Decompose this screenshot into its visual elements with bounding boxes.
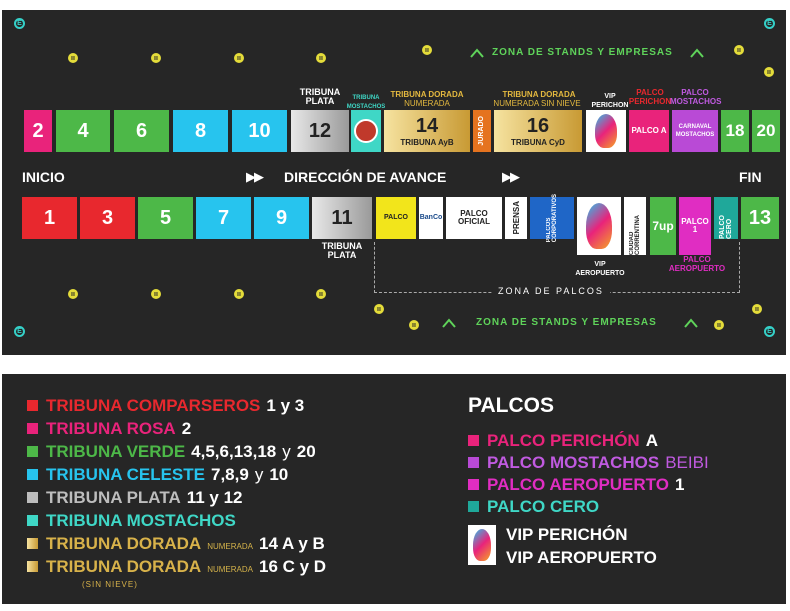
legend-rosa-val: 2: [181, 419, 192, 438]
legend-verde: TRIBUNA VERDE: [46, 442, 186, 461]
color-swatch-magenta: [468, 479, 479, 490]
section-20[interactable]: 20: [752, 110, 780, 152]
section-6[interactable]: 6: [114, 110, 169, 152]
food-icon: ıı: [734, 45, 744, 55]
section-12[interactable]: 12: [291, 110, 349, 152]
color-swatch-green: [27, 446, 38, 457]
legend-row-rosa: [27, 419, 191, 439]
food-icon: ıı: [374, 304, 384, 314]
legend-plata: TRIBUNA PLATA: [46, 488, 181, 507]
legend-perichon-val: A: [645, 431, 658, 450]
vip-perichon-box[interactable]: [586, 110, 626, 152]
legend-row-aeropuerto: [468, 475, 684, 495]
palco-cero[interactable]: [714, 197, 738, 239]
inicio-label: INICIO: [22, 169, 65, 185]
seven-up-box[interactable]: 7up: [650, 197, 676, 255]
palcos-title: PALCOS: [468, 394, 554, 417]
legend-row-cero: [468, 497, 599, 517]
food-icon: ıı: [68, 53, 78, 63]
entrance-icon: E: [764, 326, 775, 337]
legend-row-verde: [27, 442, 316, 462]
section-16-number: 16: [526, 115, 550, 137]
legend-verde-val: 4,5,6,13,18: [191, 442, 277, 461]
label-tribuna-plata-top: TRIBUNA PLATA: [299, 87, 341, 106]
stadium-map: [2, 10, 786, 355]
color-swatch-pink: [27, 423, 38, 434]
legend-dorada-2: TRIBUNA DORADA: [46, 557, 202, 576]
palco-1[interactable]: PALCO 1: [679, 197, 711, 255]
legend-aeropuerto-val: 1: [674, 475, 685, 494]
food-icon: ıı: [752, 304, 762, 314]
food-icon: ıı: [234, 289, 244, 299]
legend-celeste-y: y: [254, 465, 264, 484]
legend-row-dorada-14: [27, 534, 325, 554]
legend-row-mostachos-palco: [468, 453, 709, 473]
label-palco-aeropuerto: PALCO AEROPUERTO: [668, 255, 726, 273]
legend-dorada-2-note: (SIN NIEVE): [82, 580, 138, 589]
section-16[interactable]: [494, 110, 582, 152]
legend-perichon: PALCO PERICHÓN: [487, 431, 640, 450]
label-dorada-14: TRIBUNA DORADA: [390, 90, 464, 99]
color-swatch-cyan: [27, 469, 38, 480]
section-14[interactable]: [384, 110, 470, 152]
legend-dorada-1-val: 14 A y B: [258, 534, 325, 553]
color-swatch-gold: [27, 538, 38, 549]
legend-row-perichon: [468, 431, 658, 451]
color-swatch-red: [27, 400, 38, 411]
vip-feather-icon: [468, 525, 496, 565]
section-14-sub: TRIBUNA AyB: [400, 138, 454, 147]
food-icon: ıı: [409, 320, 419, 330]
legend-mostachos-palco-val: BEIBI: [665, 453, 709, 472]
food-icon: ıı: [68, 289, 78, 299]
legend-mostachos: TRIBUNA MOSTACHOS: [46, 511, 236, 530]
zona-palcos-label: ZONA DE PALCOS: [492, 286, 610, 296]
label-tribuna-plata-bottom: TRIBUNA PLATA: [321, 241, 363, 260]
legend-celeste-val: 7,8,9: [211, 465, 249, 484]
legend-row-mostachos: [27, 511, 236, 531]
legend-celeste: TRIBUNA CELESTE: [46, 465, 205, 484]
correntina-label: CIUDAD CORRENTINA: [629, 215, 641, 255]
zone-stands-top: ZONA DE STANDS Y EMPRESAS: [492, 47, 673, 58]
food-icon: ıı: [764, 67, 774, 77]
label-dorada-16: TRIBUNA DORADA: [502, 90, 576, 99]
legend-aeropuerto: PALCO AEROPUERTO: [487, 475, 669, 494]
section-9[interactable]: 9: [254, 197, 309, 239]
legend-vip-2: VIP AEROPUERTO: [506, 548, 657, 567]
jurado-box: [473, 110, 491, 152]
section-16-sub: TRIBUNA CyD: [511, 138, 565, 147]
section-4[interactable]: 4: [56, 110, 110, 152]
food-icon: ıı: [151, 53, 161, 63]
palco-sponsor[interactable]: PALCO: [376, 197, 416, 239]
jurado-label: JURADO: [478, 116, 485, 146]
legend-dorada-1-small: NUMERADA: [207, 542, 253, 551]
entrance-icon: E: [764, 18, 775, 29]
legend-verde-y: y: [282, 442, 291, 461]
legend-mostachos-palco: PALCO MOSTACHOS: [487, 453, 660, 472]
direction-label: DIRECCIÓN DE AVANCE: [284, 169, 447, 185]
stand-tent-icon: [690, 45, 704, 55]
legend-rosa: TRIBUNA ROSA: [46, 419, 176, 438]
corporativos-label: PALCOS CORPORATIVOS: [546, 193, 558, 243]
palco-cero-label: PALCO CERO: [719, 215, 733, 239]
legend-row-dorada-16: [27, 557, 326, 577]
palco-a[interactable]: PALCO A: [629, 110, 669, 152]
color-swatch-teal: [27, 515, 38, 526]
legend-verde-val2: 20: [296, 442, 316, 461]
section-3[interactable]: 3: [80, 197, 135, 239]
palcos-corporativos[interactable]: [530, 193, 574, 243]
label-tribuna-mostachos: TRIBUNA MOSTACHOS: [346, 95, 386, 110]
entrance-icon: E: [14, 18, 25, 29]
legend-dorada-1: TRIBUNA DORADA: [46, 534, 202, 553]
food-icon: ıı: [316, 53, 326, 63]
label-numerada-14: NUMERADA: [404, 99, 450, 108]
legend-panel: [2, 374, 786, 604]
food-icon: ıı: [714, 320, 724, 330]
section-14-number: 14: [415, 115, 439, 137]
label-vip-aeropuerto: VIP AEROPUERTO: [575, 261, 625, 277]
mostachos-logo-box[interactable]: [351, 110, 381, 152]
legend-comparseros: TRIBUNA COMPARSEROS: [46, 396, 261, 415]
palco-mostachos[interactable]: CARNAVAL MOSTACHOS: [672, 110, 718, 152]
section-1[interactable]: 1: [22, 197, 77, 239]
legend-comparseros-val: 1 y 3: [266, 396, 305, 415]
food-icon: ıı: [234, 53, 244, 63]
stand-tent-icon: [684, 315, 698, 325]
prensa-box[interactable]: [505, 197, 527, 239]
mostachos-badge-icon: [354, 119, 378, 143]
legend-cero: PALCO CERO: [487, 497, 600, 516]
arrow-icon: ▶▶: [502, 169, 518, 184]
section-18[interactable]: 18: [721, 110, 749, 152]
legend-row-celeste: [27, 465, 288, 485]
legend-plata-val: 11 y 12: [186, 488, 243, 507]
color-swatch-teal: [468, 501, 479, 512]
label-palco-perichon: PALCO PERICHON: [628, 88, 672, 106]
legend-celeste-val2: 10: [269, 465, 289, 484]
label-numerada-16: NUMERADA SIN NIEVE: [493, 99, 581, 108]
section-13[interactable]: 13: [741, 197, 779, 239]
section-11[interactable]: 11: [312, 197, 372, 239]
stand-tent-icon: [470, 45, 484, 55]
arrow-icon: ▶▶: [246, 169, 262, 184]
label-vip-perichon: VIP PERICHON: [591, 93, 629, 109]
palco-oficial[interactable]: PALCO OFICIAL: [446, 197, 502, 239]
section-10[interactable]: 10: [232, 110, 287, 152]
zone-stands-bottom: ZONA DE STANDS Y EMPRESAS: [476, 317, 657, 328]
legend-row-plata: [27, 488, 243, 508]
section-5[interactable]: 5: [138, 197, 193, 239]
section-2[interactable]: 2: [24, 110, 52, 152]
prensa-label: PRENSA: [511, 201, 521, 235]
feather-logo-icon: [595, 114, 617, 148]
food-icon: ıı: [151, 289, 161, 299]
color-swatch-purple: [468, 457, 479, 468]
stand-tent-icon: [442, 315, 456, 325]
color-swatch-pink: [468, 435, 479, 446]
section-8[interactable]: 8: [173, 110, 228, 152]
legend-vip-1: VIP PERICHÓN: [506, 525, 628, 544]
banco-box[interactable]: BanCo: [419, 197, 443, 239]
color-swatch-gold: [27, 561, 38, 572]
entrance-icon: E: [14, 326, 25, 337]
color-swatch-silver: [27, 492, 38, 503]
legend-dorada-2-small: NUMERADA: [207, 565, 253, 574]
food-icon: ıı: [316, 289, 326, 299]
section-7[interactable]: 7: [196, 197, 251, 239]
food-icon: ıı: [422, 45, 432, 55]
legend-row-comparseros: [27, 396, 304, 416]
fin-label: FIN: [739, 169, 762, 185]
label-palco-mostachos: PALCO MOSTACHOS: [670, 88, 722, 106]
legend-dorada-2-val: 16 C y D: [258, 557, 327, 576]
